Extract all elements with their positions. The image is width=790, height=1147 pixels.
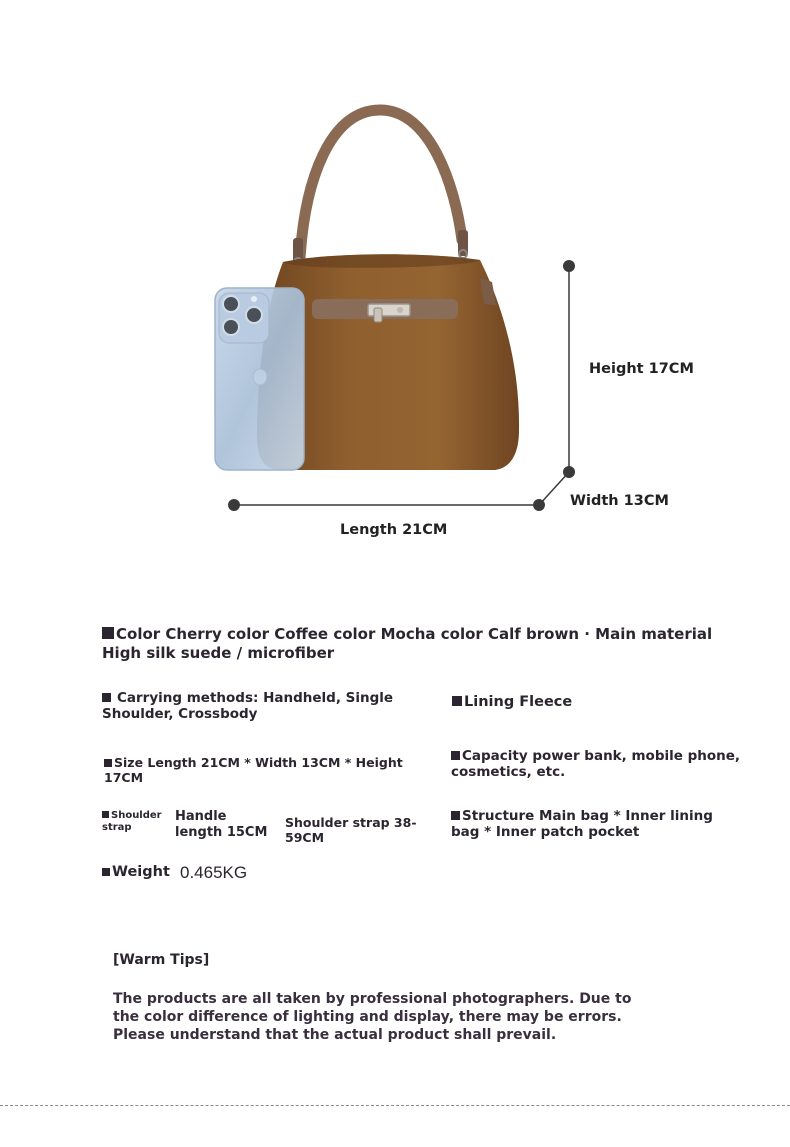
spec-shoulder-strap-label: [102, 810, 172, 834]
spec-structure: [451, 808, 741, 841]
length-label: Length 21CM: [340, 522, 448, 538]
bullet-square-icon: [102, 627, 114, 639]
bag-handle: [293, 110, 468, 266]
spec-structure-text: Structure Main bag * Inner lining bag * Inner patch pocket: [451, 808, 713, 841]
bullet-square-icon: [452, 696, 462, 706]
spec-strap-text: Shoulder strap: [102, 810, 162, 833]
divider: [0, 1105, 790, 1106]
warm-tips-title: [Warm Tips]: [113, 952, 210, 968]
spec-size: [104, 755, 434, 786]
spec-handle-length: Handle length 15CM: [175, 809, 268, 840]
spec-color-text: Color Cherry color Coffee color Mocha color Calf brown · Main material High silk suede / microfiber: [102, 625, 713, 662]
spec-weight-text: Weight: [112, 864, 170, 880]
width-label: Width 13CM: [570, 493, 669, 509]
bullet-square-icon: [451, 751, 460, 760]
spec-carrying-text: Carrying methods: Handheld, Single Shoulder, Crossbody: [102, 690, 394, 723]
spec-capacity: [451, 748, 741, 781]
bag-clasp: [312, 299, 458, 322]
bullet-square-icon: [102, 693, 111, 702]
length-dimension: [228, 499, 539, 511]
bullet-square-icon: [104, 759, 112, 767]
bullet-square-icon: [451, 811, 460, 820]
phone-for-scale: [215, 288, 304, 470]
spec-size-text: Size Length 21CM * Width 13CM * Height 17CM: [104, 755, 403, 786]
spec-capacity-text: Capacity power bank, mobile phone, cosmetics, etc.: [451, 748, 741, 781]
height-dimension: [563, 260, 575, 478]
spec-carrying: [102, 690, 402, 723]
spec-shoulder-strap-length: Shoulder strap 38-59CM: [285, 815, 417, 846]
spec-lining-text: Lining Fleece: [464, 694, 573, 710]
spec-color-material: [102, 625, 742, 663]
height-label: Height 17CM: [589, 361, 694, 377]
spec-weight-value: 0.465KG: [180, 863, 248, 882]
warm-tips-body: The products are all taken by professional photographers. Due to the color difference of lighting and display, there may be errors. Please understand that the actual product shall prevail.: [113, 991, 632, 1043]
bullet-square-icon: [102, 811, 109, 818]
spec-weight-label: [102, 864, 170, 882]
spec-lining: [452, 694, 752, 712]
bullet-square-icon: [102, 868, 110, 876]
